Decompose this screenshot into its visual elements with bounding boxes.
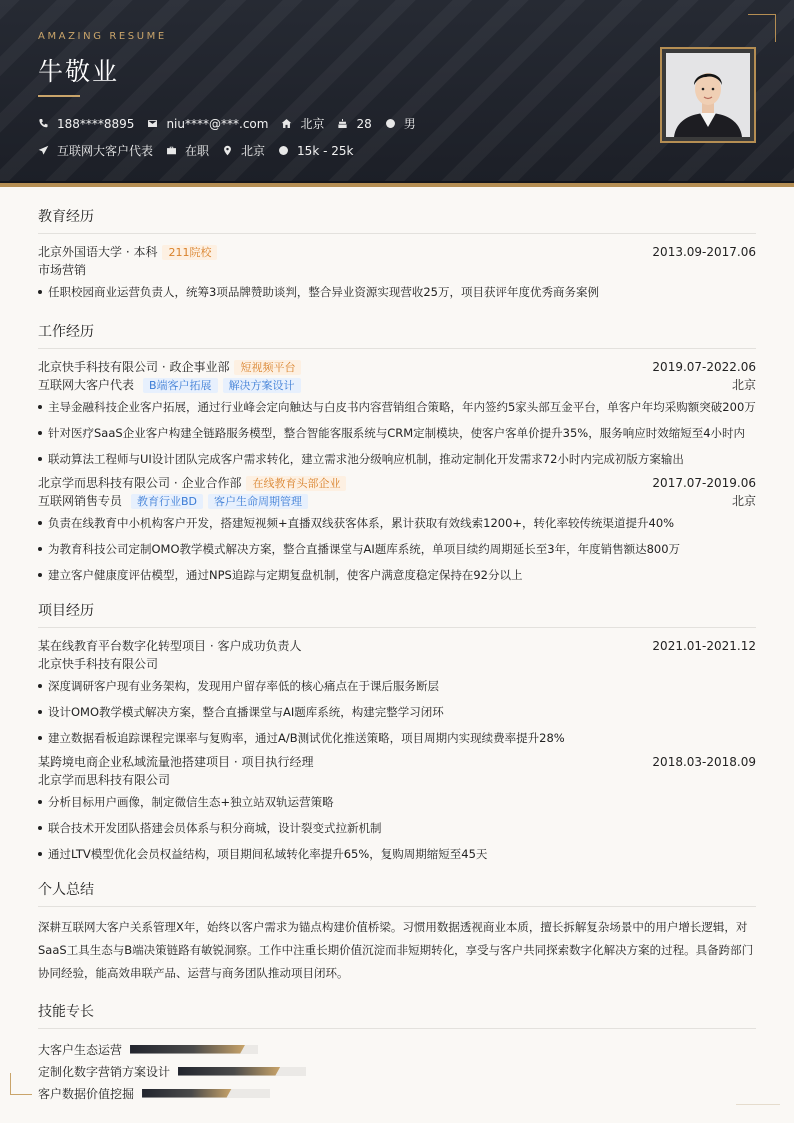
project-org: 北京学而思科技有限公司 (38, 773, 171, 787)
entry-date: 2019.07-2022.06 (652, 360, 756, 374)
projects-section (38, 600, 756, 865)
contact-row (38, 115, 429, 132)
briefcase-icon (166, 145, 177, 156)
project-entry (38, 637, 756, 749)
skill-item (38, 1060, 399, 1082)
role-tag: B端客户拓展 (143, 378, 218, 393)
major-line (38, 261, 756, 279)
skills-list (38, 1038, 756, 1104)
summary-text: 深耕互联网大客户关系管理X年，始终以客户需求为锚点构建价值桥梁。习惯用数据透视商业本质，擅长拆解复杂场景中的用户增长逻辑，对SaaS工具生态与B端决策链路有敏锐洞察。工作中注重长期价值沉淀而非短期转化，享受与客户共同探索数字化解决方案的过程。具备跨部门协同经验，能高效串联产品、运营与商务团队推动项目闭环。 (38, 920, 754, 980)
bullet-item: 深度调研客户现有业务架构，发现用户留存率低的核心痛点在于课后服务断层 (38, 675, 756, 697)
education-section (38, 206, 756, 303)
section-title: 技能专长 (38, 1001, 756, 1029)
project-name: 某在线教育平台数字化转型项目 · 客户成功负责人 (38, 639, 302, 653)
entry-header (38, 474, 756, 492)
role-line-left (38, 492, 308, 510)
home-icon (281, 118, 292, 129)
skill-fill (142, 1089, 232, 1098)
bullet-item: 联动算法工程师与UI设计团队完成客户需求转化，建立需求池分级响应机制，推动定制化开发需求72小时内完成初版方案输出 (38, 448, 756, 470)
school-tag: 211院校 (162, 245, 217, 260)
age-text: 28 (356, 116, 372, 131)
org-line (38, 655, 756, 673)
profile-photo (666, 53, 750, 137)
target-position-item (38, 142, 153, 159)
skill-fill (130, 1045, 245, 1054)
header-divider-gold (0, 183, 794, 187)
job-intent-row (38, 142, 366, 159)
bullet-item: 设计OMO教学模式解决方案，整合直播课堂与AI题库系统，构建完整学习闭环 (38, 701, 756, 723)
skill-fill (178, 1067, 280, 1076)
salary-text: 15k - 25k (297, 143, 354, 158)
skill-bar (130, 1045, 258, 1054)
bullet-list (38, 396, 756, 470)
skill-label: 定制化数字营销方案设计 (38, 1064, 171, 1079)
email-text: niu****@***.com (166, 116, 269, 131)
hometown-text: 北京 (300, 117, 325, 131)
major: 市场营销 (38, 263, 87, 277)
org-line (38, 771, 756, 789)
education-entry (38, 243, 756, 303)
status-text: 在职 (185, 144, 210, 158)
entry-date: 2013.09-2017.06 (652, 245, 756, 259)
bullet-item: 联合技术开发团队搭建会员体系与积分商城，设计裂变式拉新机制 (38, 817, 756, 839)
entry-header (38, 358, 756, 376)
bullet-list (38, 512, 756, 586)
corner-decoration (736, 1104, 780, 1105)
entry-date: 2018.03-2018.09 (652, 755, 756, 769)
cake-icon (337, 118, 348, 129)
send-icon (38, 145, 49, 156)
entry-header-left (38, 358, 301, 376)
profile-photo-frame (660, 47, 756, 143)
gender-item (385, 115, 416, 132)
corner-decoration (748, 14, 776, 42)
name-underline (38, 95, 80, 97)
bullet-item: 建立客户健康度评估模型，通过NPS追踪与定期复盘机制，使客户满意度稳定保持在92分以上 (38, 564, 756, 586)
section-title: 个人总结 (38, 879, 756, 907)
work-city: 北京 (731, 378, 756, 392)
role-line (38, 376, 756, 394)
bullet-list (38, 675, 756, 749)
resume-tagline: AMAZING RESUME (38, 31, 167, 42)
gender-text: 男 (403, 117, 416, 131)
bullet-item: 建立数据看板追踪课程完课率与复购率，通过A/B测试优化推送策略，项目周期内实现续费率提升28% (38, 727, 756, 749)
bullet-item: 通过LTV模型优化会员权益结构，项目期间私域转化率提升65%，复购周期缩短至45天 (38, 843, 756, 865)
section-title: 工作经历 (38, 321, 756, 349)
gender-icon (385, 118, 396, 129)
target-position-text: 互联网大客户代表 (57, 144, 154, 158)
entry-header (38, 753, 756, 771)
phone-icon (38, 118, 49, 129)
salary-icon (278, 145, 289, 156)
work-section (38, 321, 756, 586)
role-tag: 教育行业BD (131, 494, 203, 509)
mail-icon (147, 118, 158, 129)
bullet-item: 负责在线教育中小机构客户开发，搭建短视频+直播双线获客体系，累计获取有效线索1200+，转化率较传统渠道提升40% (38, 512, 756, 534)
bullet-item: 分析目标用户画像，制定微信生态+独立站双轨运营策略 (38, 791, 756, 813)
bullet-item: 针对医疗SaaS企业客户构建全链路服务模型，整合智能客服系统与CRM定制模块，使客户客单价提升35%，服务响应时效缩短至4小时内 (38, 422, 756, 444)
target-city-item (222, 142, 265, 159)
email-item (147, 117, 268, 131)
work-entry (38, 358, 756, 470)
bullet-item: 任职校园商业运营负责人，统筹3项品牌赞助谈判，整合异业资源实现营收25万，项目获评年度优秀商务案例 (38, 281, 756, 303)
skills-section (38, 1001, 756, 1104)
age-item (337, 117, 371, 131)
role-line-left (38, 376, 301, 394)
entry-header-left (38, 474, 346, 492)
entry-header (38, 243, 756, 261)
location-pin-icon (222, 145, 233, 156)
resume-header (0, 0, 794, 183)
portrait-illustration (666, 53, 750, 137)
salary-item (278, 144, 353, 158)
project-name: 某跨境电商企业私域流量池搭建项目 · 项目执行经理 (38, 755, 314, 769)
corner-decoration (10, 1073, 32, 1095)
summary-section (38, 879, 756, 985)
role-tag: 客户生命周期管理 (208, 494, 308, 509)
resume-body (38, 206, 756, 1104)
work-entry (38, 474, 756, 586)
bullet-list (38, 281, 756, 303)
skill-bar (178, 1067, 306, 1076)
company-tag: 短视频平台 (234, 360, 301, 375)
skill-label: 大客户生态运营 (38, 1042, 123, 1057)
company-name: 北京快手科技有限公司 · 政企事业部 (38, 360, 230, 374)
skill-item (38, 1038, 399, 1060)
status-item (166, 142, 209, 159)
target-city-text: 北京 (241, 144, 266, 158)
company-name: 北京学而思科技有限公司 · 企业合作部 (38, 476, 242, 490)
skill-label: 客户数据价值挖掘 (38, 1086, 135, 1101)
role-tag: 解决方案设计 (223, 378, 301, 393)
hometown-item (281, 115, 324, 132)
bullet-list (38, 791, 756, 865)
bullet-item: 为教育科技公司定制OMO教学模式解决方案，整合直播课堂与AI题库系统，单项目续约周期延长至3年，年度销售额达800万 (38, 538, 756, 560)
phone-text: 188****8895 (57, 116, 135, 131)
entry-header (38, 637, 756, 655)
role-name: 互联网销售专员 (38, 494, 123, 508)
entry-date: 2017.07-2019.06 (652, 476, 756, 490)
entry-header-left (38, 243, 217, 261)
bullet-item: 主导金融科技企业客户拓展，通过行业峰会定向触达与白皮书内容营销组合策略，年内签约5家头部互金平台，单客户年均采购额突破200万 (38, 396, 756, 418)
work-city: 北京 (731, 494, 756, 508)
section-title: 教育经历 (38, 206, 756, 234)
candidate-name: 牛敬业 (38, 57, 120, 86)
entry-date: 2021.01-2021.12 (652, 639, 756, 653)
role-line (38, 492, 756, 510)
skill-bar (142, 1089, 270, 1098)
skill-item (38, 1082, 399, 1104)
role-name: 互联网大客户代表 (38, 378, 135, 392)
project-entry (38, 753, 756, 865)
section-title: 项目经历 (38, 600, 756, 628)
company-tag: 在线教育头部企业 (246, 476, 346, 491)
school-name: 北京外国语大学 · 本科 (38, 245, 158, 259)
phone-item (38, 117, 134, 131)
project-org: 北京快手科技有限公司 (38, 657, 159, 671)
